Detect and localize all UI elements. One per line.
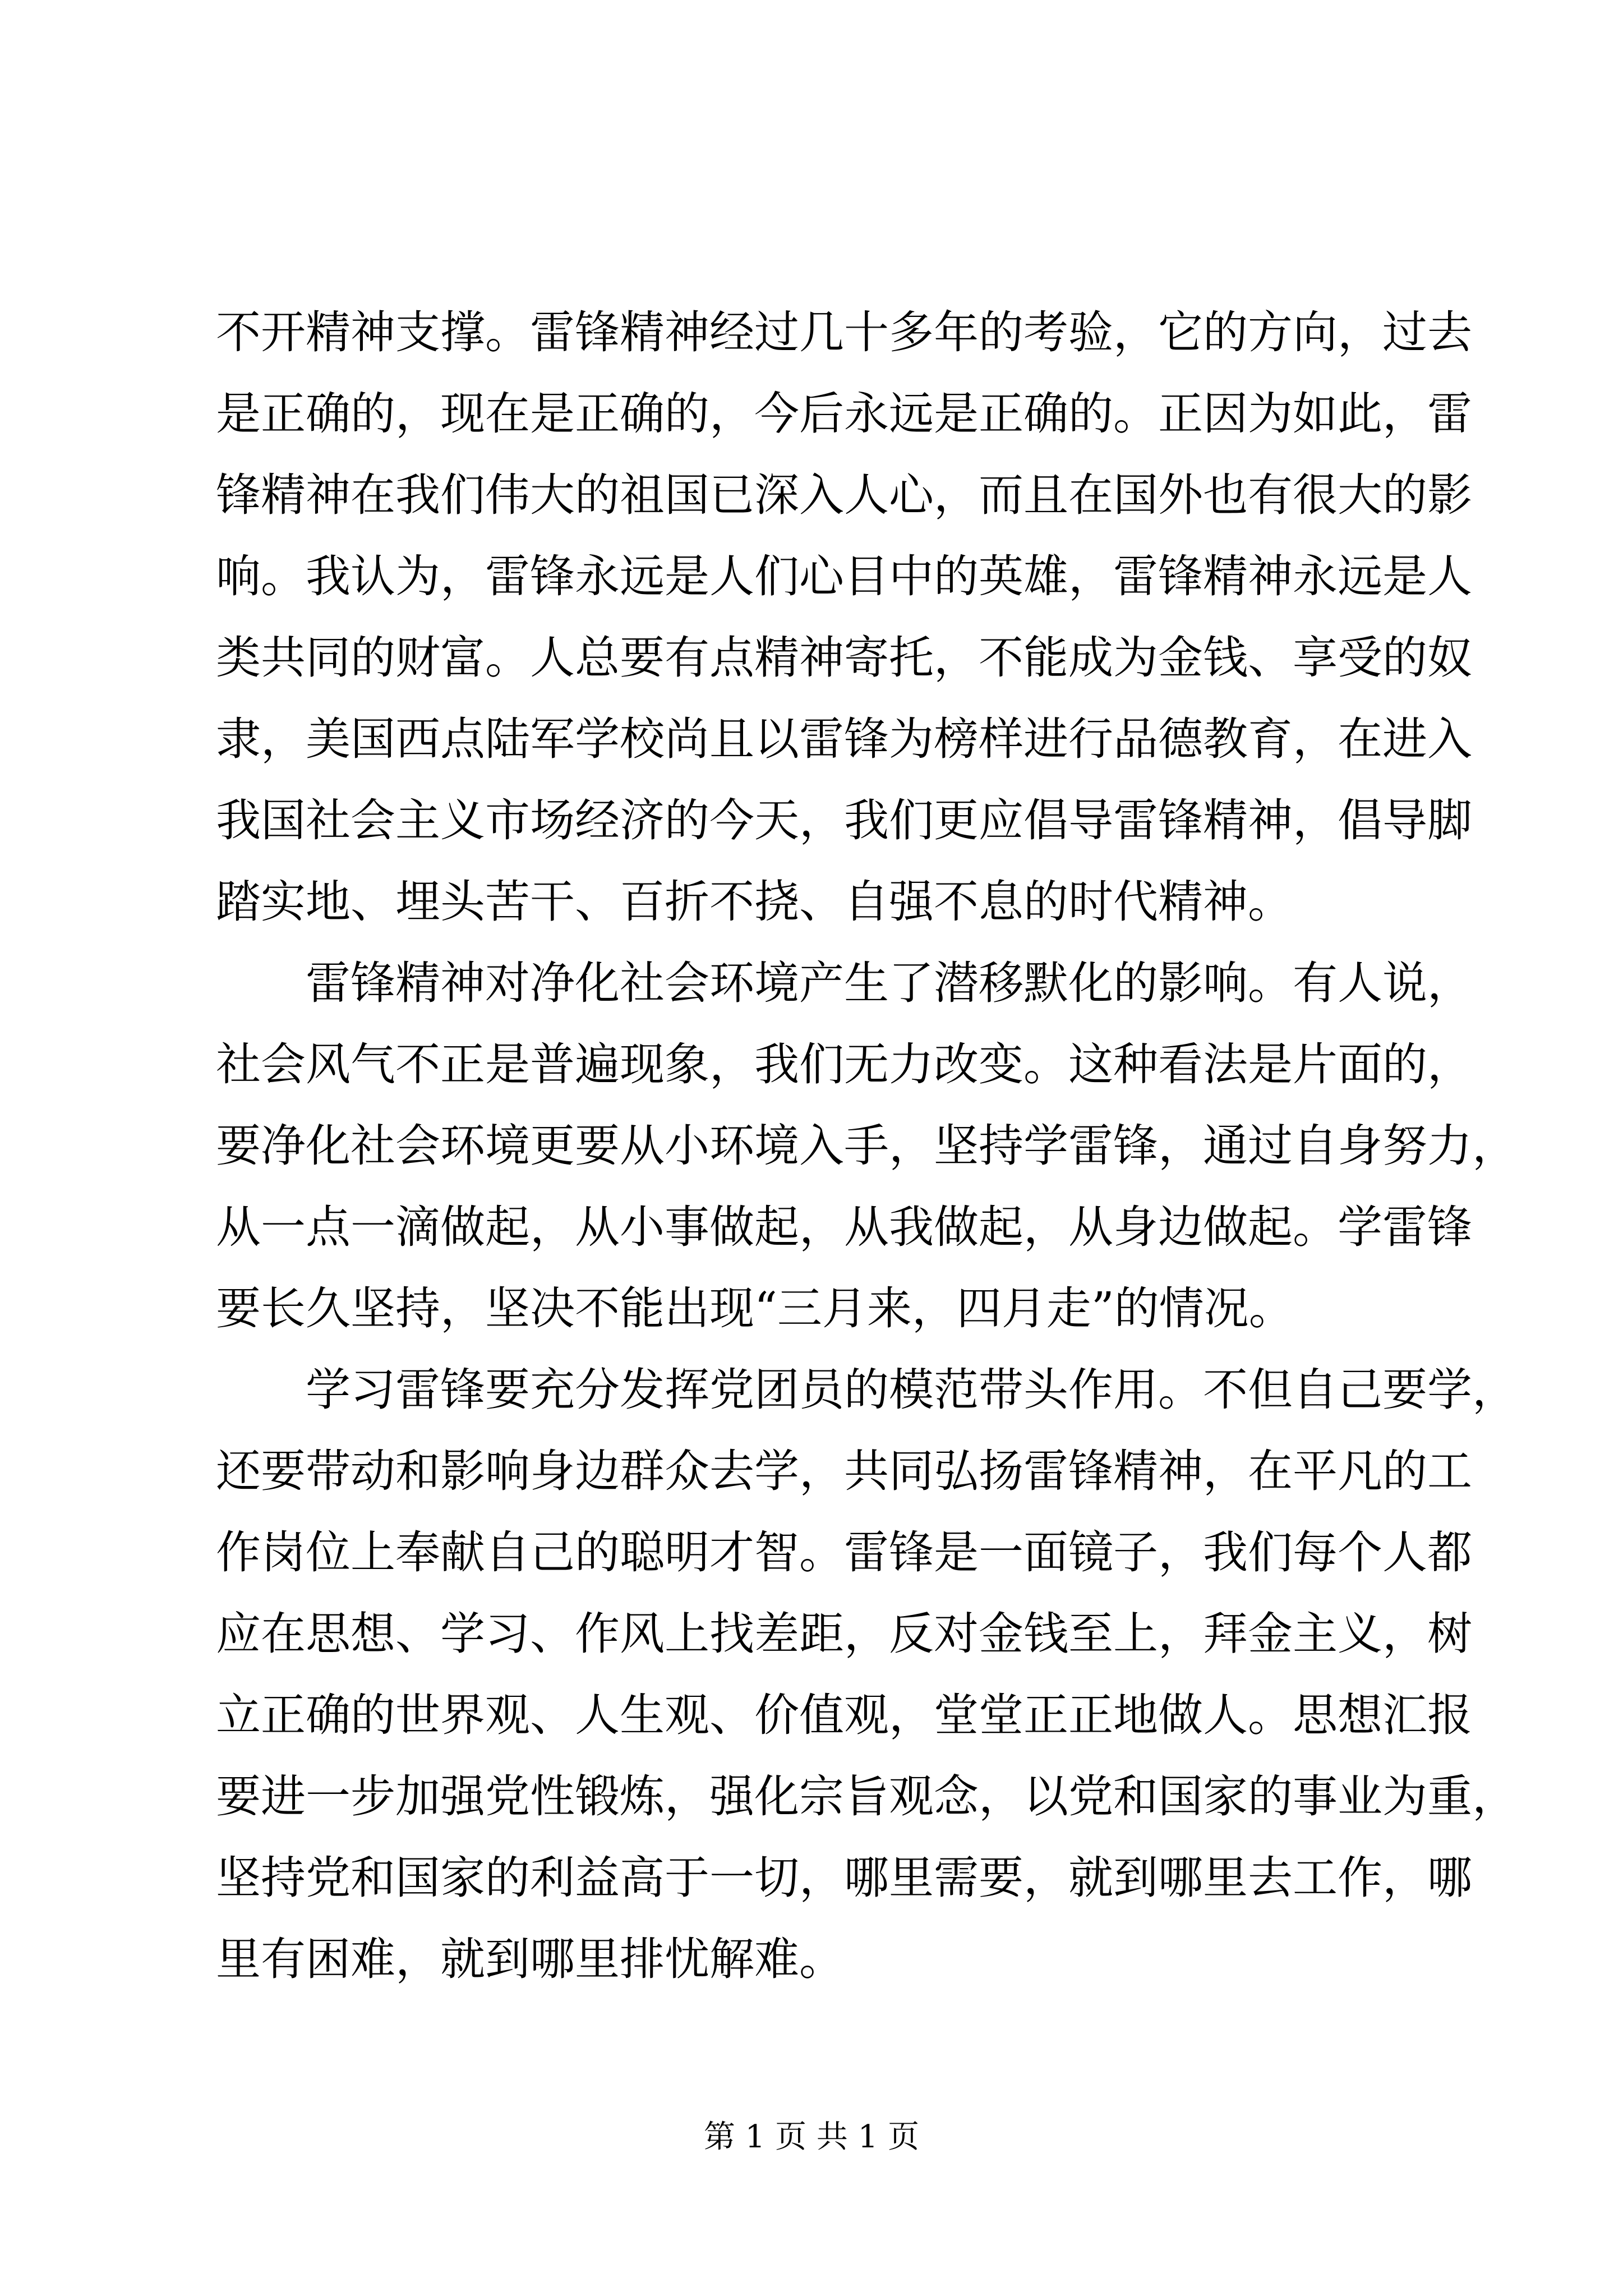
text-line: 应在思想、学习、作风上找差距，反对金钱至上，拜金主义，树 bbox=[216, 1608, 1472, 1660]
text-line: 立正确的世界观、人生观、价值观，堂堂正正地做人。思想汇报 bbox=[216, 1689, 1472, 1741]
text-line: 作岗位上奉献自己的聪明才智。雷锋是一面镜子，我们每个人都 bbox=[216, 1526, 1472, 1579]
paragraph-1 bbox=[216, 292, 1472, 942]
text-line: 隶，美国西点陆军学校尚且以雷锋为榜样进行品德教育，在进入 bbox=[216, 713, 1472, 765]
page-number-footer: 第 1 页 共 1 页 bbox=[703, 2119, 920, 2155]
text-line: 我国社会主义市场经济的今天，我们更应倡导雷锋精神，倡导脚 bbox=[216, 794, 1472, 846]
text-line: 要净化社会环境更要从小环境入手，坚持学雷锋，通过自身努力， bbox=[216, 1120, 1517, 1172]
text-line: 是正确的，现在是正确的，今后永远是正确的。正因为如此，雷 bbox=[216, 388, 1472, 440]
text-line: 踏实地、埋头苦干、百折不挠、自强不息的时代精神。 bbox=[216, 876, 1293, 928]
text-line: 还要带动和影响身边群众去学，共同弘扬雷锋精神，在平凡的工 bbox=[216, 1445, 1472, 1497]
text-line: 不开精神支撑。雷锋精神经过几十多年的考验，它的方向，过去 bbox=[216, 306, 1472, 358]
paragraph-2 bbox=[216, 942, 1517, 1349]
text-line: 社会风气不正是普遍现象，我们无力改变。这种看法是片面的， bbox=[216, 1038, 1472, 1091]
document-body bbox=[216, 292, 1517, 2000]
text-line: 要长久坚持，坚决不能出现“三月来，四月走”的情况。 bbox=[216, 1282, 1294, 1335]
text-line: 从一点一滴做起，从小事做起，从我做起，从身边做起。学雷锋 bbox=[216, 1201, 1472, 1253]
text-line: 坚持党和国家的利益高于一切，哪里需要，就到哪里去工作，哪 bbox=[216, 1852, 1472, 1904]
text-line: 响。我认为，雷锋永远是人们心目中的英雄，雷锋精神永远是人 bbox=[216, 550, 1472, 602]
text-line: 里有困难，就到哪里排忧解难。 bbox=[216, 1933, 844, 1985]
text-line: 学习雷锋要充分发挥党团员的模范带头作用。不但自己要学， bbox=[306, 1364, 1517, 1416]
paragraph-3 bbox=[216, 1349, 1517, 2000]
text-line: 要进一步加强党性锻炼，强化宗旨观念，以党和国家的事业为重， bbox=[216, 1770, 1517, 1823]
text-line: 锋精神在我们伟大的祖国已深入人心，而且在国外也有很大的影 bbox=[216, 469, 1472, 521]
text-line: 雷锋精神对净化社会环境产生了潜移默化的影响。有人说， bbox=[306, 957, 1472, 1009]
text-line: 类共同的财富。人总要有点精神寄托，不能成为金钱、享受的奴 bbox=[216, 632, 1472, 684]
